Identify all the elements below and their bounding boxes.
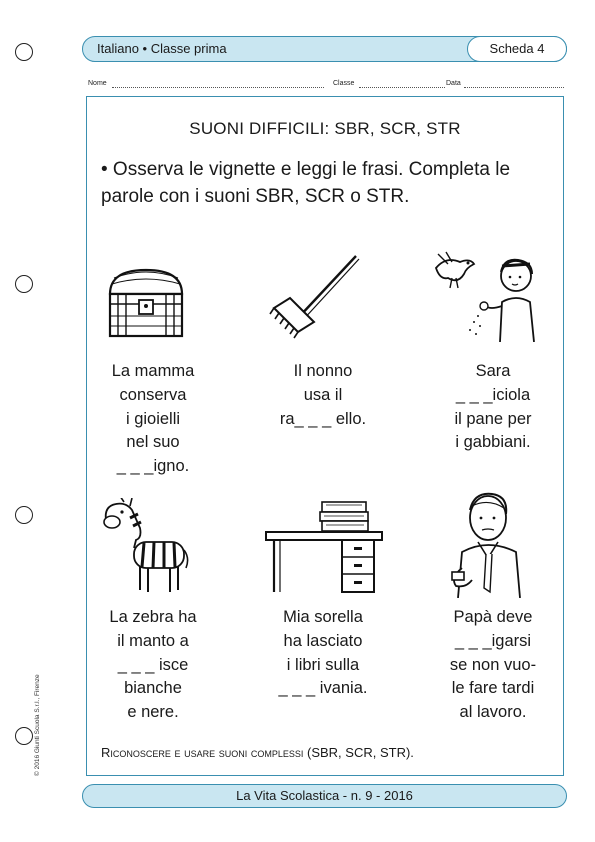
text-line: i gioielli bbox=[125, 409, 181, 428]
text-line: al lavoro. bbox=[459, 703, 527, 722]
exercise-2-text bbox=[248, 360, 398, 431]
exercise-4-text bbox=[78, 606, 228, 725]
text-line: usa il bbox=[303, 385, 343, 404]
text-line: nel suo bbox=[126, 433, 180, 452]
text-line: il pane per bbox=[454, 409, 532, 428]
text-line: Papà deve bbox=[453, 608, 533, 626]
exercise-6-text bbox=[418, 606, 568, 725]
text-line: i gabbiani. bbox=[455, 433, 531, 452]
text-line: i libri sulla bbox=[286, 655, 360, 674]
desk-with-books-icon bbox=[264, 500, 384, 596]
class-line bbox=[359, 87, 445, 88]
date-label: Data bbox=[446, 80, 461, 87]
blank-word[interactable]: ra_ _ _ ello. bbox=[279, 409, 367, 428]
exercise-3-text bbox=[418, 360, 568, 455]
text-line: e nere. bbox=[127, 703, 179, 722]
name-label: Nome bbox=[88, 80, 107, 87]
binder-hole-1 bbox=[15, 43, 33, 61]
learning-objective bbox=[101, 745, 414, 760]
text-line: Sara bbox=[475, 362, 511, 380]
text-line: se non vuo- bbox=[449, 655, 537, 674]
objective-text: Riconoscere e usare suoni complessi bbox=[101, 745, 304, 760]
text-line: Il nonno bbox=[293, 362, 353, 380]
treasure-chest-icon bbox=[104, 264, 188, 340]
girl-feeding-bird-icon bbox=[430, 250, 548, 342]
zebra-icon bbox=[100, 498, 190, 594]
text-line: Mia sorella bbox=[283, 608, 363, 626]
subject-label: Italiano • Classe prima bbox=[97, 41, 227, 56]
blank-word[interactable]: _ _ _igno. bbox=[116, 457, 190, 476]
student-fields bbox=[88, 80, 564, 90]
binder-hole-4 bbox=[15, 727, 33, 745]
blank-word[interactable]: _ _ _ isce bbox=[117, 655, 189, 674]
name-field[interactable] bbox=[88, 80, 326, 90]
text-line: il manto a bbox=[117, 631, 189, 650]
binder-hole-3 bbox=[15, 506, 33, 524]
text-line: La mamma bbox=[111, 362, 195, 380]
dad-with-watch-icon bbox=[448, 488, 540, 598]
class-field[interactable] bbox=[333, 80, 445, 90]
text-line: conserva bbox=[119, 385, 187, 404]
sheet-number: Scheda 4 bbox=[467, 36, 567, 62]
blank-word[interactable]: _ _ _ ivania. bbox=[278, 679, 368, 698]
text-line: bianche bbox=[124, 679, 182, 698]
date-field[interactable] bbox=[446, 80, 564, 90]
worksheet-title: SUONI DIFFICILI: SBR, SCR, STR bbox=[189, 119, 461, 138]
objective-sounds: (SBR, SCR, STR). bbox=[307, 745, 414, 760]
footer-bar: La Vita Scolastica - n. 9 - 2016 bbox=[82, 784, 567, 808]
text-line: La zebra ha bbox=[109, 608, 197, 626]
blank-word[interactable]: _ _ _igarsi bbox=[454, 631, 532, 650]
exercise-5-text bbox=[248, 606, 398, 701]
rake-icon bbox=[268, 252, 364, 344]
exercise-1-text bbox=[78, 360, 228, 479]
header-bar bbox=[82, 36, 567, 62]
binder-hole-2 bbox=[15, 275, 33, 293]
name-line bbox=[112, 87, 324, 88]
instructions: • Osserva le vignette e leggi le frasi. Completa le parole con i suoni SBR, SCR o STR. bbox=[101, 159, 511, 207]
date-line bbox=[464, 87, 564, 88]
blank-word[interactable]: _ _ _iciola bbox=[455, 385, 531, 404]
copyright-notice: © 2016 Giunti Scuola S.r.l., Firenze bbox=[34, 674, 41, 776]
text-line: ha lasciato bbox=[283, 631, 363, 650]
text-line: le fare tardi bbox=[451, 679, 535, 698]
class-label: Classe bbox=[333, 80, 355, 87]
